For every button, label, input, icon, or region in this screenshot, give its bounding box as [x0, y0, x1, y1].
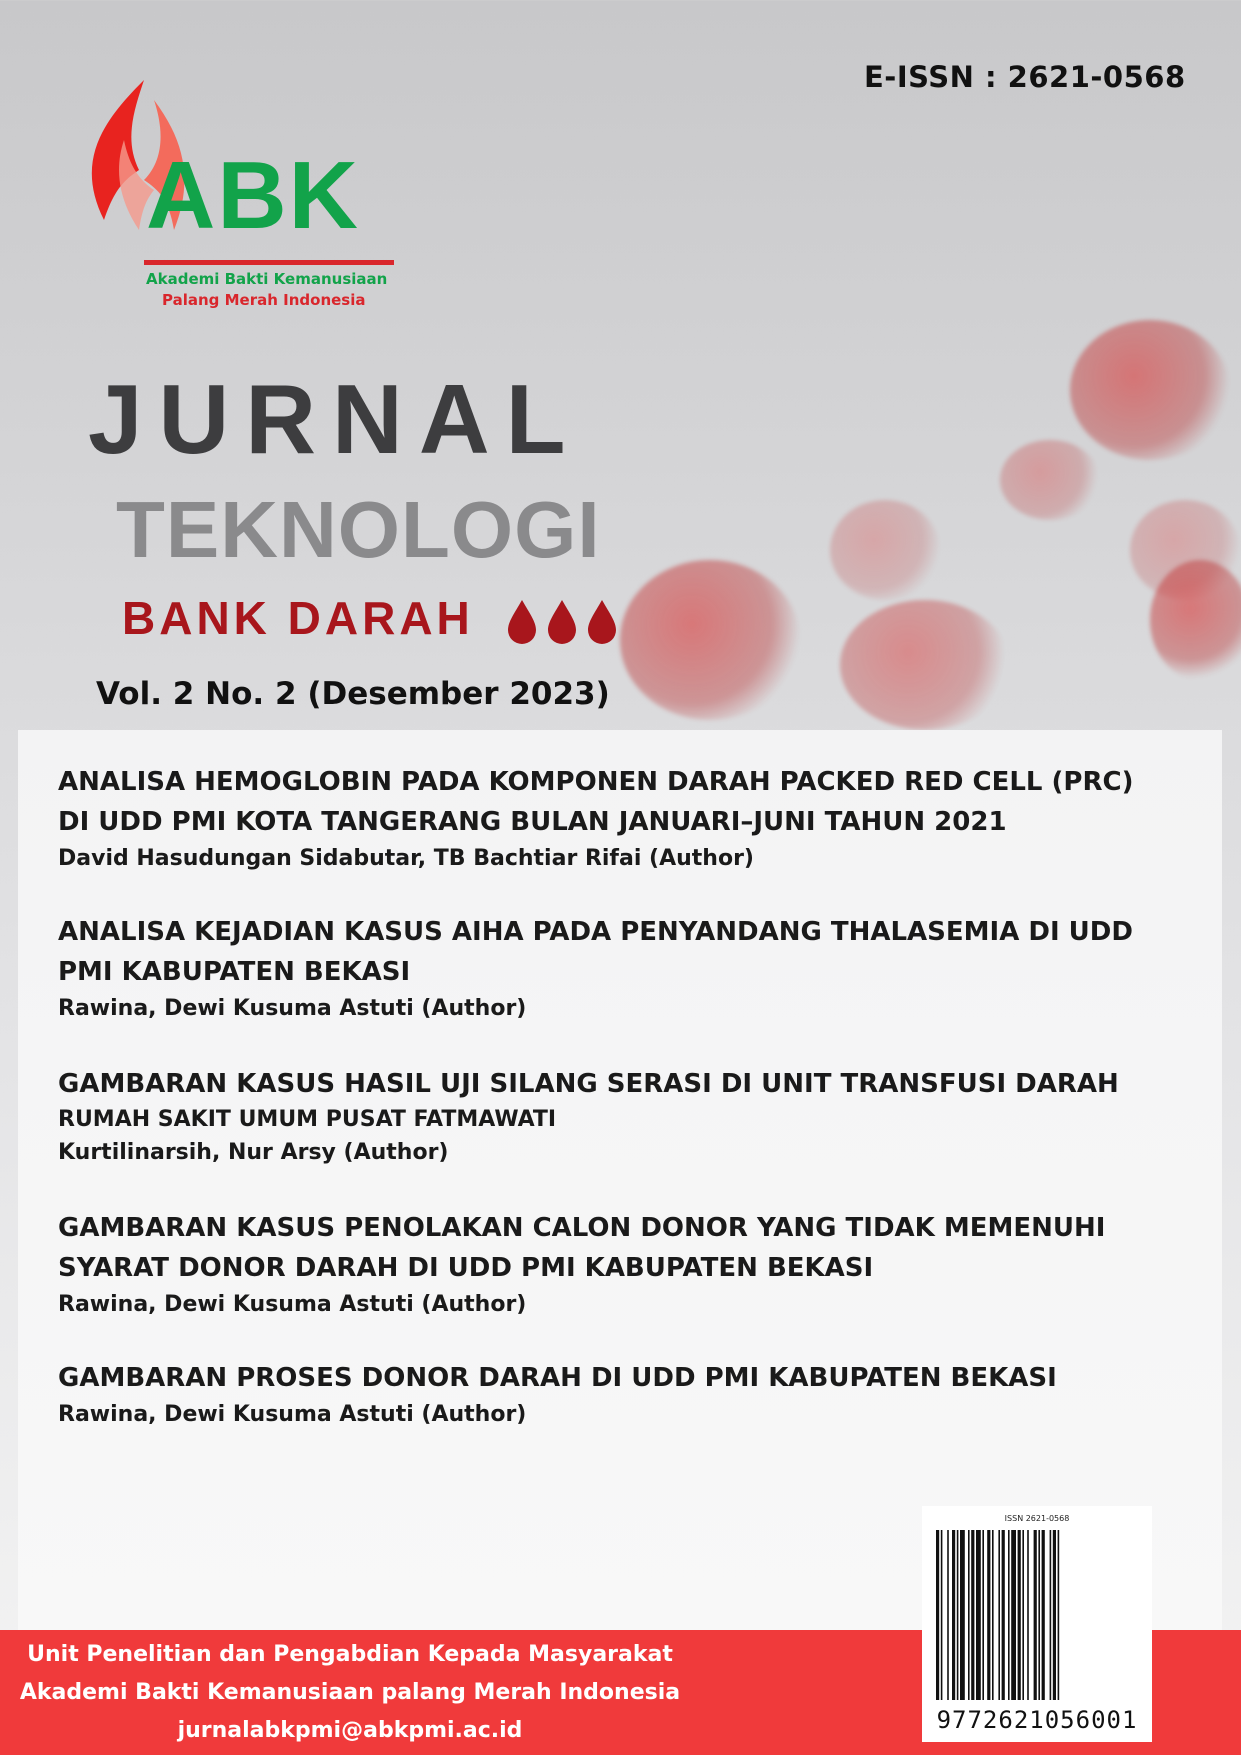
article-title: GAMBARAN KASUS HASIL UJI SILANG SERASI DI UNIT TRANSFUSI DARAH	[58, 1069, 1119, 1099]
article-authors: David Hasudungan Sidabutar, TB Bachtiar Rifai (Author)	[58, 846, 754, 871]
barcode-bar	[987, 1530, 990, 1700]
journal-title-line1: JURNAL	[88, 364, 582, 474]
footer-unit: Unit Penelitian dan Pengabdian Kepada Masyarakat	[27, 1642, 673, 1667]
barcode-bar	[1022, 1530, 1024, 1700]
barcode-bar	[1034, 1530, 1037, 1700]
barcode-bar	[1008, 1530, 1010, 1700]
article-title: GAMBARAN PROSES DONOR DARAH DI UDD PMI KABUPATEN BEKASI	[58, 1363, 1057, 1393]
barcode-bar	[936, 1530, 939, 1700]
article-title-cont: RUMAH SAKIT UMUM PUSAT FATMAWATI	[58, 1107, 557, 1132]
abk-logo	[84, 80, 404, 310]
barcode-bar	[998, 1530, 1000, 1700]
barcode-bar	[957, 1530, 959, 1700]
article-item	[58, 912, 1168, 1026]
article-title: ANALISA HEMOGLOBIN PADA KOMPONEN DARAH PACKED RED CELL (PRC)	[58, 767, 1134, 797]
article-authors: Rawina, Dewi Kusuma Astuti (Author)	[58, 1402, 527, 1427]
barcode-bar	[1011, 1530, 1016, 1700]
article-item	[58, 1064, 1168, 1170]
article-title: GAMBARAN KASUS PENOLAKAN CALON DONOR YANG TIDAK MEMENUHI	[58, 1213, 1106, 1243]
barcode-bar	[960, 1530, 965, 1700]
blood-cell-decoration	[830, 500, 940, 600]
barcode-bar	[952, 1530, 955, 1700]
barcode-bar	[1038, 1530, 1040, 1700]
barcode-bar	[941, 1530, 943, 1700]
barcode	[922, 1506, 1152, 1742]
footer-institution: Akademi Bakti Kemanusiaan palang Merah Indonesia	[19, 1680, 681, 1705]
article-item	[58, 1208, 1168, 1322]
barcode-bar	[947, 1530, 949, 1700]
blood-cell-decoration	[1000, 440, 1100, 520]
article-item	[58, 762, 1168, 876]
article-authors: Kurtilinarsih, Nur Arsy (Author)	[58, 1140, 449, 1165]
article-authors: Rawina, Dewi Kusuma Astuti (Author)	[58, 1292, 527, 1317]
footer-email: jurnalabkpmi@abkpmi.ac.id	[177, 1718, 523, 1743]
article-title: ANALISA KEJADIAN KASUS AIHA PADA PENYANDANG THALASEMIA DI UDD	[58, 917, 1133, 947]
volume-label: Vol. 2 No. 2 (Desember 2023)	[96, 676, 610, 712]
blood-cell-decoration	[620, 560, 800, 720]
article-title-cont: DI UDD PMI KOTA TANGERANG BULAN JANUARI–JUNI TAHUN 2021	[58, 807, 1007, 837]
journal-title-line2: TEKNOLOGI	[116, 485, 601, 574]
barcode-bar	[1042, 1530, 1045, 1700]
article-authors: Rawina, Dewi Kusuma Astuti (Author)	[58, 996, 527, 1021]
barcode-bar	[1058, 1530, 1060, 1700]
logo-underline	[144, 260, 394, 265]
barcode-bar	[982, 1530, 984, 1700]
barcode-number: 9772621056001	[936, 1706, 1138, 1734]
blood-cell-decoration	[1150, 560, 1241, 680]
article-title-cont: PMI KABUPATEN BEKASI	[58, 957, 411, 987]
barcode-bar	[1002, 1530, 1005, 1700]
barcode-bar	[1050, 1530, 1052, 1700]
barcode-bars	[932, 1530, 1142, 1700]
barcode-bar	[976, 1530, 981, 1700]
article-title-cont: SYARAT DONOR DARAH DI UDD PMI KABUPATEN BEKASI	[58, 1253, 874, 1283]
journal-title-line3: BANK DARAH	[122, 592, 474, 644]
logo-subtitle-institution: Akademi Bakti Kemanusiaan	[146, 270, 388, 288]
blood-cell-decoration	[840, 600, 1010, 730]
barcode-issn: ISSN 2621-0568	[1004, 1514, 1070, 1523]
logo-subtitle-organization: Palang Merah Indonesia	[162, 291, 366, 309]
barcode-bar	[968, 1530, 970, 1700]
barcode-bar	[992, 1530, 994, 1700]
barcode-bar	[1018, 1530, 1021, 1700]
eissn-label: E-ISSN : 2621-0568	[864, 60, 1186, 94]
article-item	[58, 1358, 1168, 1432]
blood-cell-decoration	[1070, 320, 1230, 460]
barcode-bar	[971, 1530, 974, 1700]
barcode-bar	[1027, 1530, 1029, 1700]
barcode-bar	[1053, 1530, 1056, 1700]
logo-wordmark: ABK	[146, 142, 360, 249]
blood-drops-icon	[504, 598, 624, 644]
